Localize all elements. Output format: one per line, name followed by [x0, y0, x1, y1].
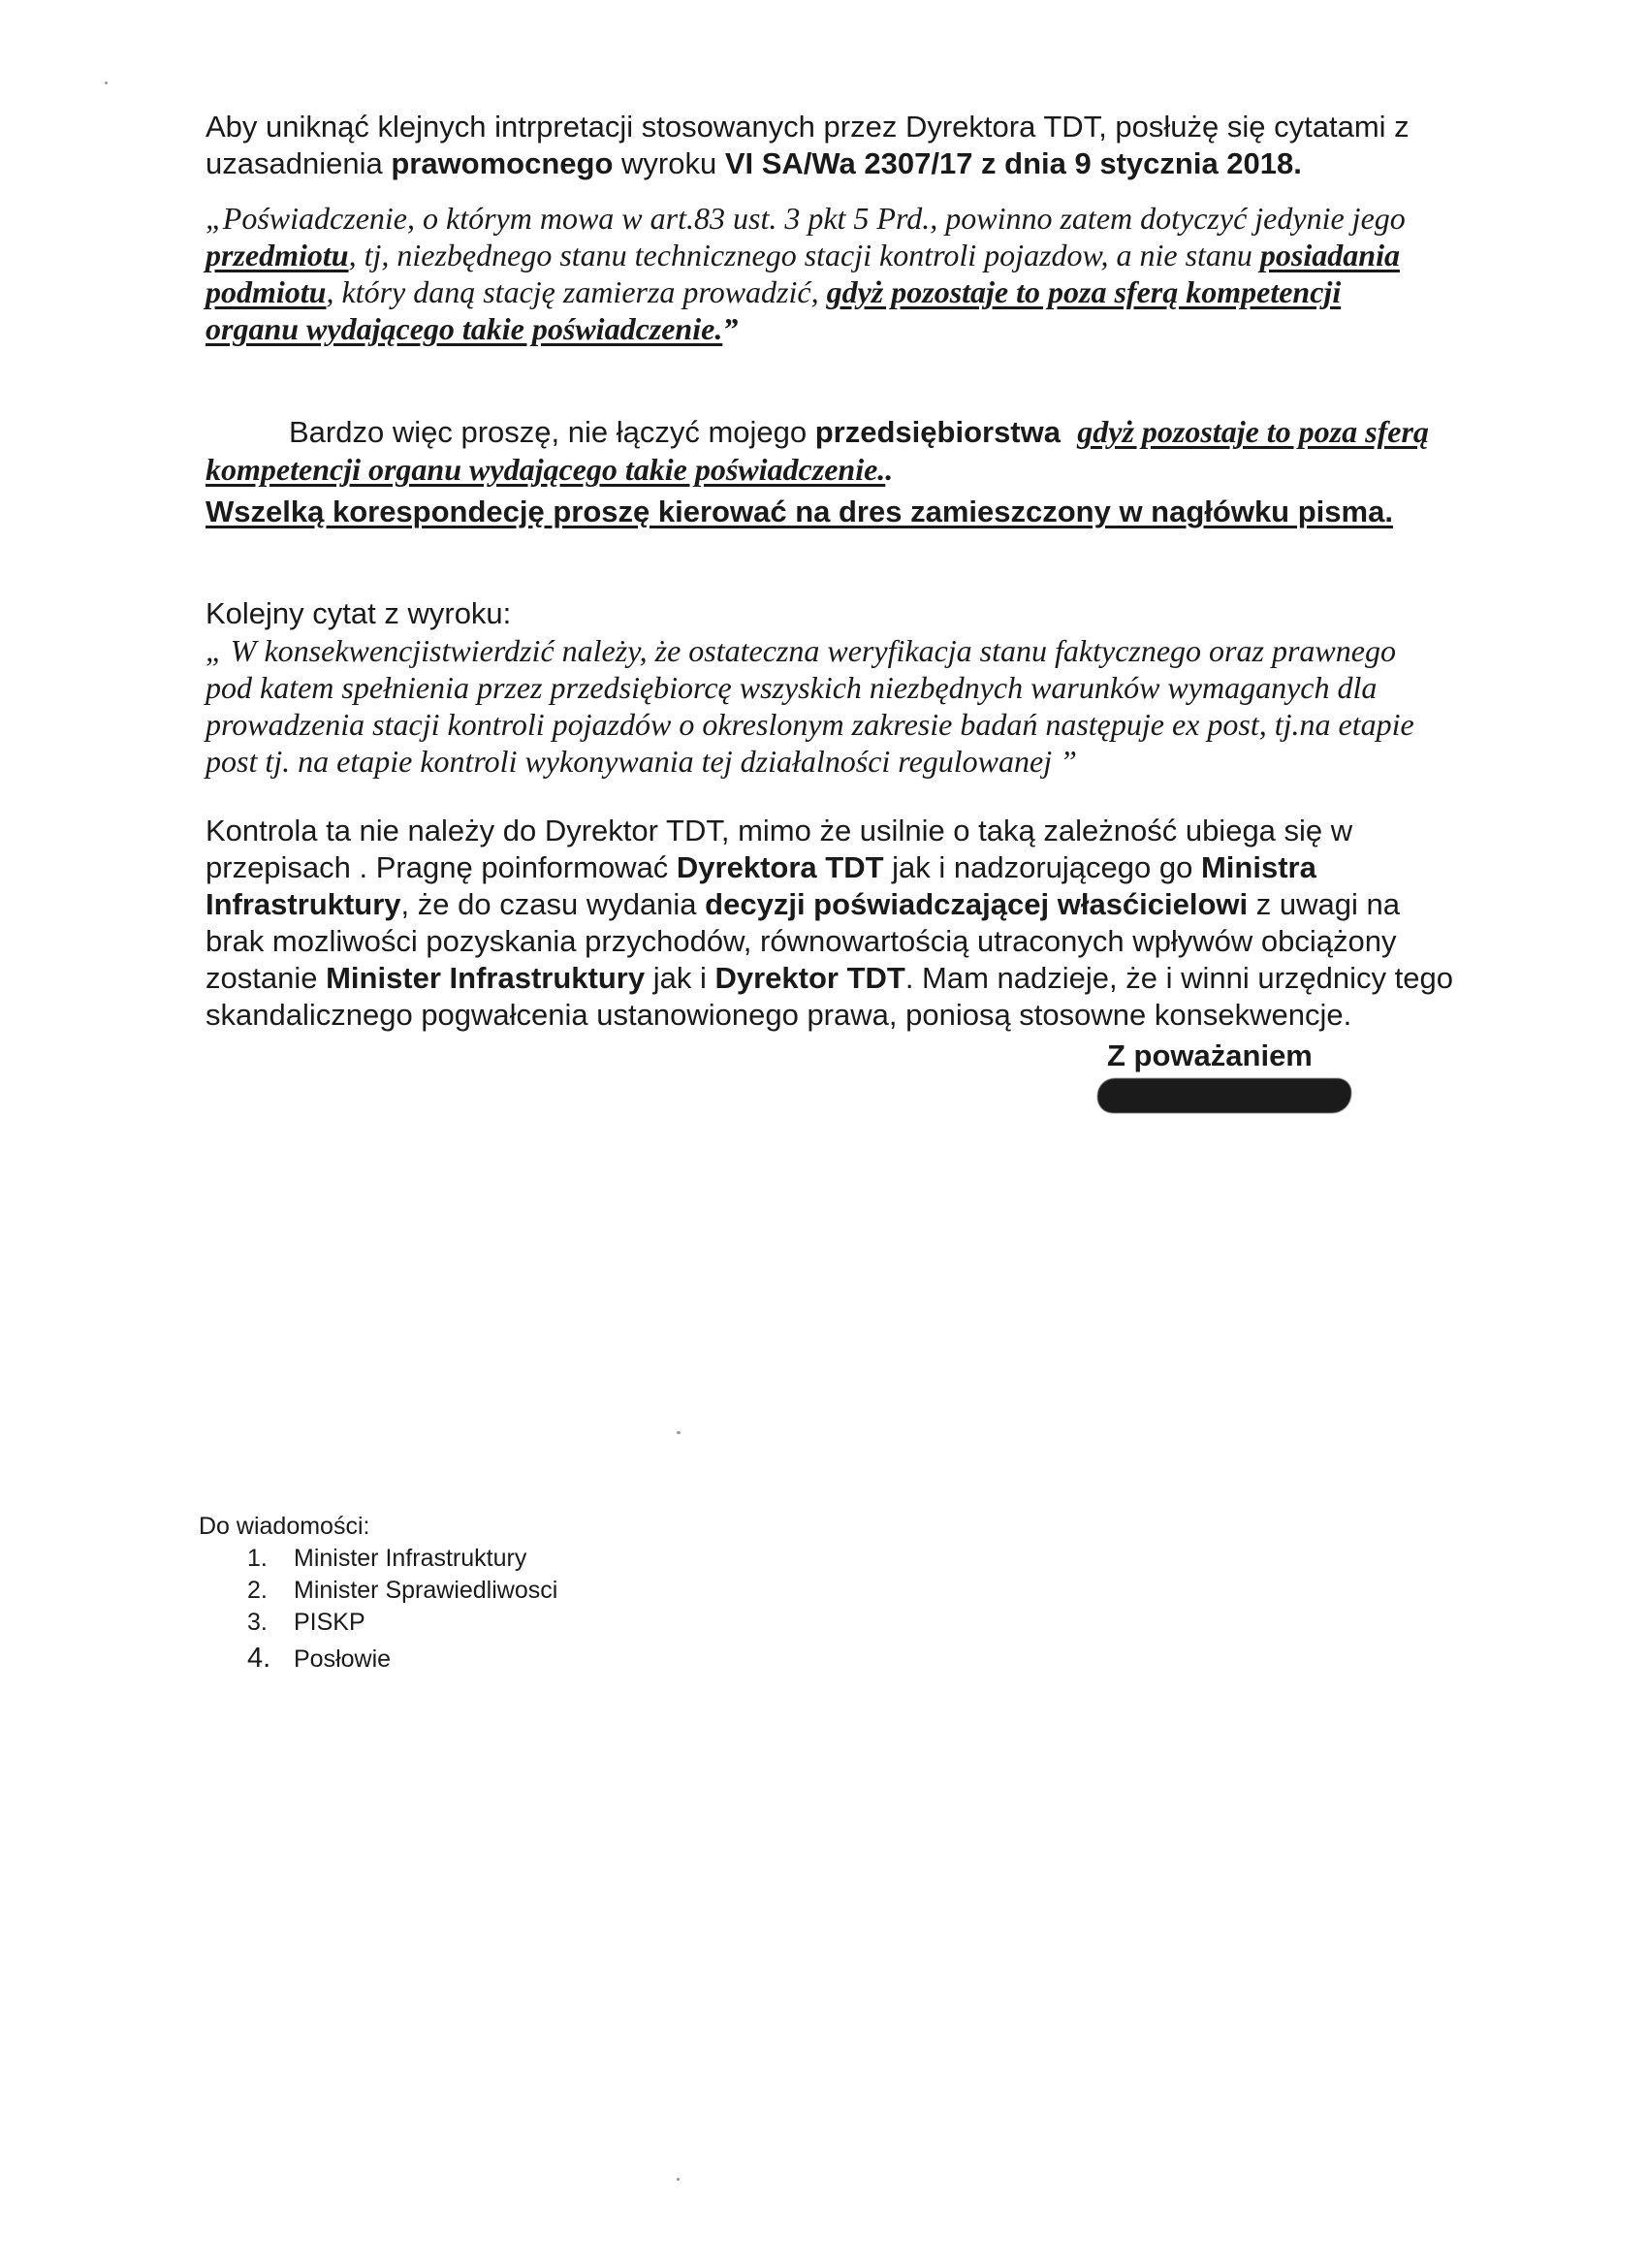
closing-paragraph — [206, 813, 1601, 1034]
closing-line-6: skandalicznego pogwałcenia ustanowionego prawa, poniosą stosowne konsekwencje. — [206, 998, 1352, 1032]
closing-line-2: przepisach . Pragnę poinformować Dyrektora TDT jak i nadzorującego go Ministra — [206, 850, 1316, 884]
scan-speck — [677, 1431, 681, 1434]
request-line-2: kompetencji organu wydającego takie poświadczenie.. — [206, 452, 894, 487]
cc-title: Do wiadomości: — [199, 1513, 370, 1540]
redacted-signature — [1097, 1078, 1351, 1113]
judgment-reference: VI SA/Wa 2307/17 z dnia 9 stycznia 2018. — [724, 146, 1302, 180]
list-item: 1. Minister Infrastruktury — [247, 1545, 527, 1572]
quote-1-line-3: podmiotu, który daną stację zamierza prowadzić, gdyż pozostaje to poza sferą kompetencji — [206, 274, 1342, 309]
request-paragraph — [206, 413, 1601, 530]
correspondence-notice: Wszelką korespondecję proszę kierować na dres zamieszczony w nagłówku pisma. — [206, 495, 1393, 528]
intro-paragraph — [206, 109, 1601, 182]
quote-2-line-4: post tj. na etapie kontroli wykonywania tej działalności regulowanej ” — [206, 744, 1077, 779]
closing-line-3: Infrastruktury, że do czasu wydania decyzji poświadczającej własćicielowi z uwagi na — [206, 887, 1400, 921]
intro-line-2: uzasadnienia prawomocnego wyroku VI SA/Wa 2307/17 z dnia 9 stycznia 2018. — [206, 146, 1302, 180]
quote-2-section — [206, 595, 1601, 780]
quote-2-intro: Kolejny cytat z wyroku: — [206, 596, 512, 630]
list-item: 2. Minister Sprawiedliwosci — [247, 1577, 558, 1604]
quote-1-line-1: „Poświadczenie, o którym mowa w art.83 ust. 3 pkt 5 Prd., powinno zatem dotyczyć jedynie jego — [206, 201, 1406, 236]
list-item: 3. PISKP — [247, 1609, 365, 1636]
list-item: 4. Posłowie — [247, 1643, 392, 1674]
scan-speck — [677, 2178, 680, 2181]
quote-2-line-3: prowadzenia stacji kontroli pojazdów o okreslonym zakresie badań następuje ex post, tj.na etapie — [206, 707, 1414, 742]
quote-1-line-2: przedmiotu, tj, niezbędnego stanu technicznego stacji kontroli pojazdow, a nie stanu posiadania — [206, 238, 1400, 272]
quote-2-line-2: pod katem spełnienia przez przedsiębiorcę wszyskich niezbędnych warunków wymaganych dla — [206, 670, 1378, 705]
cc-list — [199, 1543, 557, 1676]
signature-greeting: Z poważaniem — [1107, 1038, 1313, 1072]
request-line-1: Bardzo więc proszę, nie łączyć mojego przedsiębiorstwa gdyż pozostaje to poza sferą — [289, 414, 1429, 449]
quote-2-line-1: „ W konsekwencjistwierdzić należy, że ostateczna weryfikacja stanu faktycznego oraz prawnego — [206, 633, 1396, 668]
cc-section — [199, 1511, 557, 1676]
closing-line-5: zostanie Minister Infrastruktury jak i Dyrektor TDT. Mam nadzieje, że i winni urzędnicy tego — [206, 961, 1453, 995]
closing-line-4: brak mozliwości pozyskania przychodów, równowartością utraconych wpływów obciążony — [206, 924, 1397, 958]
finality-label: prawomocnego — [391, 146, 614, 180]
scan-speck — [105, 81, 108, 84]
closing-line-1: Kontrola ta nie należy do Dyrektor TDT, mimo że usilnie o taką zależność ubiega się w — [206, 814, 1353, 847]
quote-1-line-4: organu wydającego takie poświadczenie.” — [206, 311, 739, 346]
quote-1 — [206, 200, 1601, 347]
intro-line-1: Aby uniknąć klejnych intrpretacji stosowanych przez Dyrektora TDT, posłużę się cytatami z — [206, 110, 1410, 144]
